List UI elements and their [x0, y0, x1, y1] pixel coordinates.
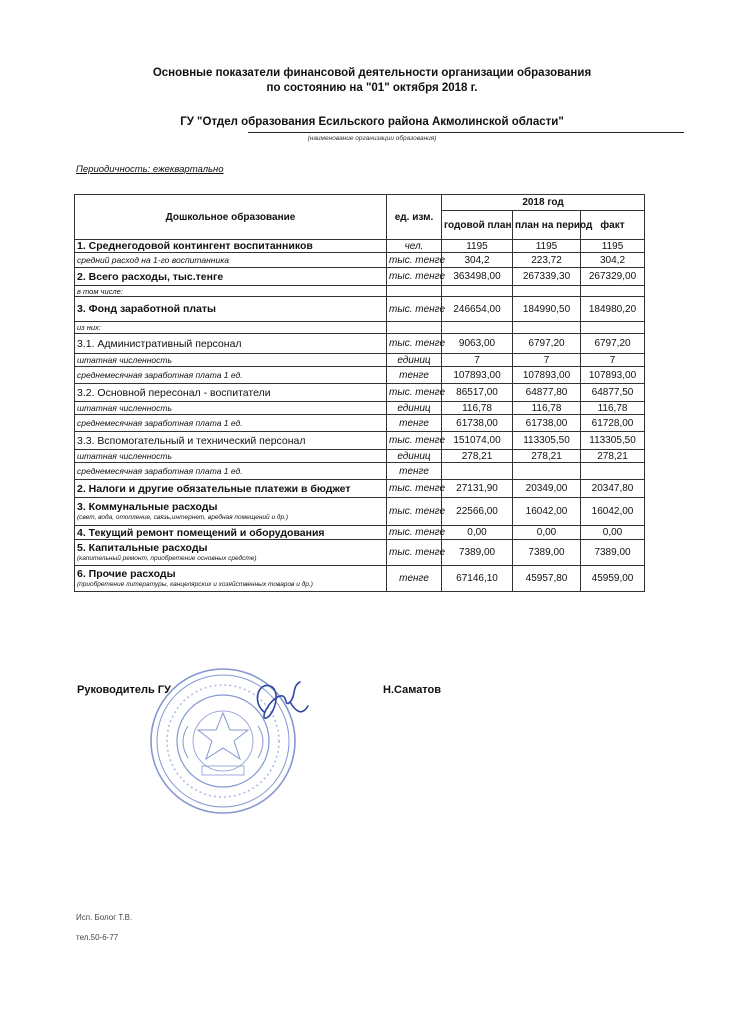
row-label-text: 2. Всего расходы, тыс.тенге [77, 270, 224, 283]
row-value-fact [581, 322, 645, 334]
row-value-annual [442, 463, 513, 480]
header-year: 2018 год [442, 195, 645, 211]
row-value-fact: 267329,00 [581, 268, 645, 286]
row-label [75, 322, 387, 334]
row-unit: чел. [387, 240, 442, 253]
row-value-fact: 16042,00 [581, 498, 645, 526]
table-row [75, 367, 645, 384]
row-value-period [513, 322, 581, 334]
row-value-fact: 184980,20 [581, 297, 645, 322]
row-label [75, 540, 387, 566]
row-label-text: 2. Налоги и другие обязательные платежи в бюджет [77, 482, 351, 495]
table-row [75, 450, 645, 463]
row-label-text: средний расход на 1-го воспитанника [77, 255, 229, 265]
table-row [75, 334, 645, 354]
row-value-period: 6797,20 [513, 334, 581, 354]
table-row [75, 240, 645, 253]
row-value-annual: 1195 [442, 240, 513, 253]
header-unit: ед. изм. [387, 195, 442, 240]
row-label [75, 415, 387, 432]
row-unit: единиц [387, 402, 442, 415]
row-label-text: штатная численность [77, 355, 172, 365]
row-value-annual: 0,00 [442, 526, 513, 540]
row-value-period: 7389,00 [513, 540, 581, 566]
row-unit: тыс. тенге [387, 432, 442, 450]
row-value-fact: 116,78 [581, 402, 645, 415]
table-row [75, 463, 645, 480]
row-value-period: 16042,00 [513, 498, 581, 526]
row-value-fact: 64877,50 [581, 384, 645, 402]
row-value-annual: 61738,00 [442, 415, 513, 432]
row-value-period: 184990,50 [513, 297, 581, 322]
financial-table [74, 194, 645, 592]
row-sublabel: (свет, вода, отопление, связь,интернет, вредная помещений и др.) [77, 514, 289, 521]
row-value-period: 0,00 [513, 526, 581, 540]
row-value-period: 64877,80 [513, 384, 581, 402]
row-sublabel: (капительный ремонт, приобретение основных средсте) [77, 555, 257, 562]
organization-underline [248, 132, 684, 133]
row-value-annual: 7 [442, 354, 513, 367]
row-unit: единиц [387, 354, 442, 367]
row-value-fact: 1195 [581, 240, 645, 253]
header-annual-plan: годовой план [442, 211, 513, 240]
row-value-annual: 67146,10 [442, 566, 513, 592]
row-value-fact [581, 463, 645, 480]
row-value-fact: 107893,00 [581, 367, 645, 384]
row-value-period: 278,21 [513, 450, 581, 463]
row-value-annual: 7389,00 [442, 540, 513, 566]
table-row [75, 253, 645, 268]
row-label-text: 3.1. Административный персонал [77, 337, 242, 350]
row-label [75, 334, 387, 354]
table-row [75, 402, 645, 415]
table-row [75, 432, 645, 450]
row-label-text: среднемесячная заработная плата 1 ед. [77, 370, 243, 380]
row-value-period: 45957,80 [513, 566, 581, 592]
row-label-text: 6. Прочие расходы [77, 568, 176, 580]
row-value-annual [442, 286, 513, 297]
row-value-period: 7 [513, 354, 581, 367]
row-value-period: 113305,50 [513, 432, 581, 450]
row-label [75, 253, 387, 268]
organization-name: ГУ "Отдел образования Есильского района Акмолинской области" [180, 116, 564, 128]
row-value-annual: 151074,00 [442, 432, 513, 450]
row-value-annual: 363498,00 [442, 268, 513, 286]
row-value-period: 223,72 [513, 253, 581, 268]
row-unit: тенге [387, 463, 442, 480]
row-value-annual: 107893,00 [442, 367, 513, 384]
row-unit [387, 322, 442, 334]
row-value-fact: 7 [581, 354, 645, 367]
footer-executor: Исп. Болог Т.В. [76, 913, 133, 922]
row-value-annual: 304,2 [442, 253, 513, 268]
row-value-period [513, 286, 581, 297]
row-value-fact [581, 286, 645, 297]
row-label-text: 1. Среднегодовой контингент воспитанников [77, 240, 313, 252]
row-value-fact: 61728,00 [581, 415, 645, 432]
table-row [75, 384, 645, 402]
row-label [75, 286, 387, 297]
table-row [75, 498, 645, 526]
row-label [75, 432, 387, 450]
row-unit: тыс. тенге [387, 526, 442, 540]
header-period-plan: план на период [513, 211, 581, 240]
row-unit: тыс. тенге [387, 334, 442, 354]
row-label-text: среднемесячная заработная плата 1 ед. [77, 418, 243, 428]
row-unit: тенге [387, 415, 442, 432]
row-value-annual: 22566,00 [442, 498, 513, 526]
row-label-text: 3. Фонд заработной платы [77, 303, 217, 315]
row-label [75, 450, 387, 463]
row-label-text: 4. Текущий ремонт помещений и оборудования [77, 526, 325, 539]
row-value-annual: 246654,00 [442, 297, 513, 322]
row-label [75, 384, 387, 402]
row-value-annual: 116,78 [442, 402, 513, 415]
row-value-annual: 9063,00 [442, 334, 513, 354]
row-label-text: 3.2. Основной пересонал - воспитатели [77, 386, 271, 399]
header-label: Дошкольное образование [75, 195, 387, 240]
table-row [75, 480, 645, 498]
row-value-fact: 113305,50 [581, 432, 645, 450]
row-unit: тыс. тенге [387, 253, 442, 268]
row-label [75, 566, 387, 592]
row-label [75, 354, 387, 367]
row-value-period: 1195 [513, 240, 581, 253]
row-label-text: штатная численность [77, 451, 172, 461]
signature-role: Руководитель ГУ [77, 684, 171, 696]
row-value-annual: 278,21 [442, 450, 513, 463]
row-value-period: 61738,00 [513, 415, 581, 432]
row-value-annual: 86517,00 [442, 384, 513, 402]
row-label [75, 240, 387, 253]
row-value-period: 267339,30 [513, 268, 581, 286]
row-value-fact: 7389,00 [581, 540, 645, 566]
row-unit: тыс. тенге [387, 480, 442, 498]
row-unit: тенге [387, 566, 442, 592]
row-label-text: из них: [77, 323, 101, 332]
row-value-period [513, 463, 581, 480]
row-unit: тыс. тенге [387, 540, 442, 566]
header-fact: факт [581, 211, 645, 240]
table-row [75, 268, 645, 286]
signature-icon [244, 672, 314, 742]
row-unit: тыс. тенге [387, 268, 442, 286]
row-label [75, 402, 387, 415]
row-unit: тенге [387, 367, 442, 384]
row-unit: единиц [387, 450, 442, 463]
row-label-text: 5. Капитальные расходы [77, 542, 208, 554]
table-row [75, 415, 645, 432]
table-row [75, 354, 645, 367]
row-value-annual: 27131,90 [442, 480, 513, 498]
row-sublabel: (приобретение литературы, канцелярских и хозяйственных товаров и др.) [77, 581, 313, 588]
row-label [75, 268, 387, 286]
row-unit [387, 286, 442, 297]
row-label [75, 498, 387, 526]
organization-note: (наименование организации образования) [307, 135, 437, 142]
table-row [75, 566, 645, 592]
row-value-fact: 278,21 [581, 450, 645, 463]
periodicity-text: Периодичность: ежеквартально [76, 164, 224, 175]
row-label [75, 297, 387, 322]
row-value-fact: 45959,00 [581, 566, 645, 592]
document-title-line1: Основные показатели финансовой деятельности организации образования [152, 67, 592, 79]
document-title-line2: по состоянию на "01" октября 2018 г. [266, 82, 478, 94]
row-label [75, 463, 387, 480]
row-unit: тыс. тенге [387, 297, 442, 322]
row-label-text: 3.3. Вспомогательный и технический персонал [77, 434, 306, 447]
row-label [75, 526, 387, 540]
table-row [75, 526, 645, 540]
row-label [75, 367, 387, 384]
row-label-text: штатная численность [77, 403, 172, 413]
row-value-period: 116,78 [513, 402, 581, 415]
footer-phone: тел.50-6-77 [76, 933, 119, 942]
row-value-fact: 20347,80 [581, 480, 645, 498]
row-value-fact: 0,00 [581, 526, 645, 540]
table-row [75, 540, 645, 566]
row-label-text: в том числе: [77, 286, 123, 296]
table-row [75, 322, 645, 334]
signature-name: Н.Саматов [383, 684, 442, 696]
row-unit: тыс. тенге [387, 384, 442, 402]
table-row [75, 297, 645, 322]
row-value-fact: 6797,20 [581, 334, 645, 354]
row-value-annual [442, 322, 513, 334]
row-value-fact: 304,2 [581, 253, 645, 268]
row-label-text: 3. Коммунальные расходы [77, 501, 218, 513]
row-label-text: среднемесячная заработная плата 1 ед. [77, 466, 243, 476]
table-row [75, 286, 645, 297]
row-label [75, 480, 387, 498]
row-value-period: 20349,00 [513, 480, 581, 498]
row-unit: тыс. тенге [387, 498, 442, 526]
row-value-period: 107893,00 [513, 367, 581, 384]
